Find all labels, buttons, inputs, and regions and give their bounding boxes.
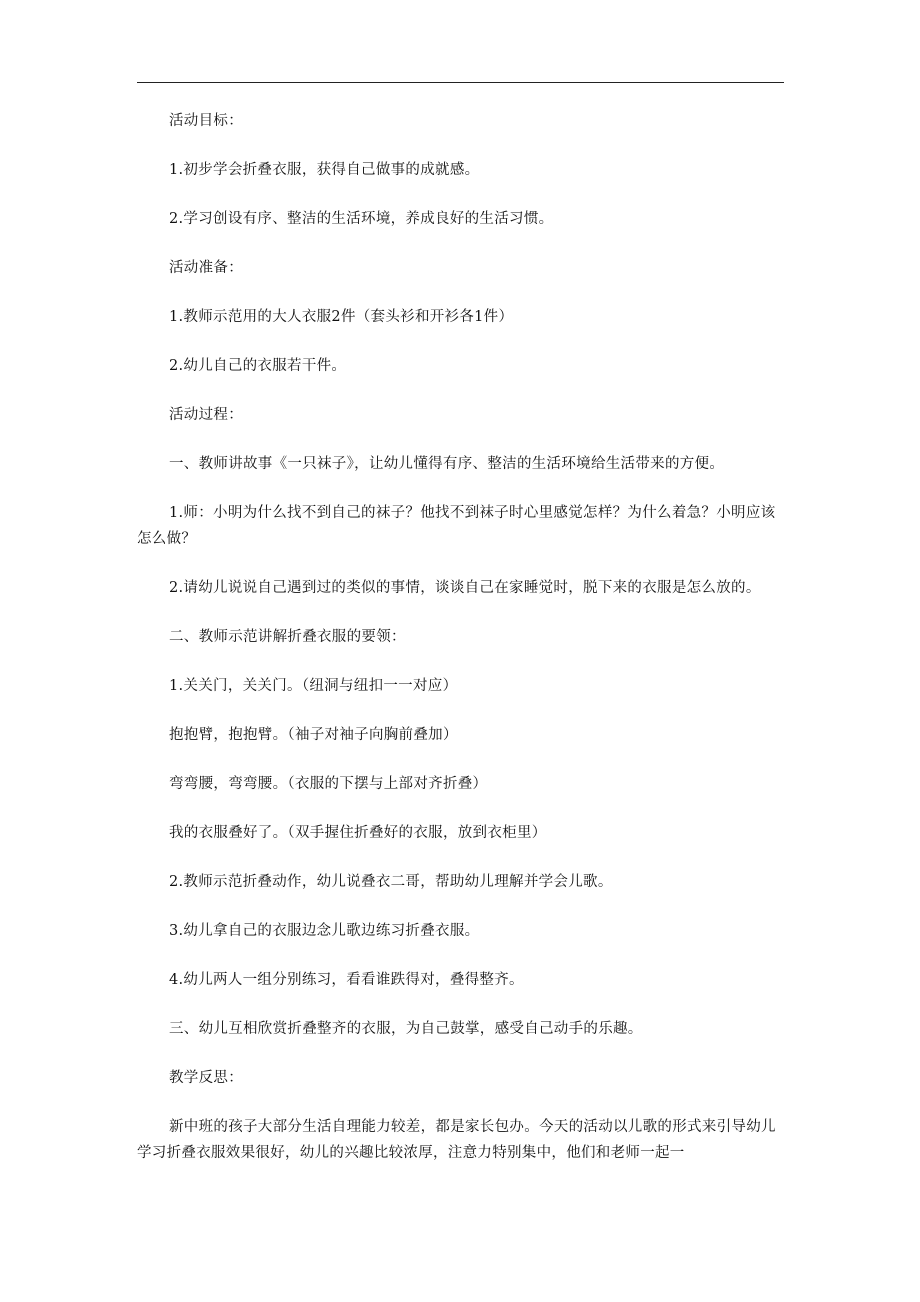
section-heading-process: 活动过程： (169, 407, 243, 423)
preparation-item-2: 2.幼儿自己的衣服若干件。 (169, 358, 347, 374)
reflection-text: 新中班的孩子大部分生活自理能力较差，都是家长包办。今天的活动以儿歌的形式来引导幼儿学习折叠衣服效果很好，幼儿的兴趣比较浓厚，注意力特别集中，他们和老师一起一 (137, 1119, 776, 1161)
rhyme-line-1: 1.关关门，关关门。（纽洞与纽扣一一对应） (169, 678, 458, 694)
section-heading-reflection: 教学反思： (169, 1070, 243, 1086)
process-step-1: 一、教师讲故事《一只袜子》，让幼儿懂得有序、整洁的生活环境给生活带来的方便。 (169, 456, 725, 472)
rhyme-line-3: 弯弯腰，弯弯腰。（衣服的下摆与上部对齐折叠） (169, 776, 488, 792)
process-step-2-item-2: 2.教师示范折叠动作，幼儿说叠衣二哥，帮助幼儿理解并学会儿歌。 (169, 874, 613, 890)
rhyme-line-4: 我的衣服叠好了。（双手握住折叠好的衣服，放到衣柜里） (169, 825, 547, 841)
goal-item-2: 2.学习创设有序、整洁的生活环境，养成良好的生活习惯。 (169, 211, 554, 227)
rhyme-line-2: 抱抱臂，抱抱臂。（袖子对袖子向胸前叠加） (169, 727, 458, 743)
goal-item-1: 1.初步学会折叠衣服，获得自己做事的成就感。 (169, 162, 480, 178)
process-step-2-item-3: 3.幼儿拿自己的衣服边念儿歌边练习折叠衣服。 (169, 923, 480, 939)
process-step-2-item-4: 4.幼儿两人一组分别练习，看看谁跌得对，叠得整齐。 (169, 972, 524, 988)
process-step-1-discussion: 2.请幼儿说说自己遇到过的类似的事情，谈谈自己在家睡觉时，脱下来的衣服是怎么放的。 (169, 580, 761, 596)
process-step-2: 二、教师示范讲解折叠衣服的要领： (169, 629, 406, 645)
document-body (137, 108, 784, 1189)
header-divider (137, 82, 784, 83)
section-heading-goals: 活动目标： (169, 113, 243, 129)
section-heading-preparation: 活动准备： (169, 260, 243, 276)
preparation-item-1: 1.教师示范用的大人衣服2件（套头衫和开衫各1件） (169, 309, 514, 325)
process-step-3: 三、幼儿互相欣赏折叠整齐的衣服，为自己鼓掌，感受自己动手的乐趣。 (169, 1021, 643, 1037)
process-step-1-question: 1.师：小明为什么找不到自己的袜子？他找不到袜子时心里感觉怎样？为什么着急？小明应该怎么做？ (137, 505, 776, 547)
